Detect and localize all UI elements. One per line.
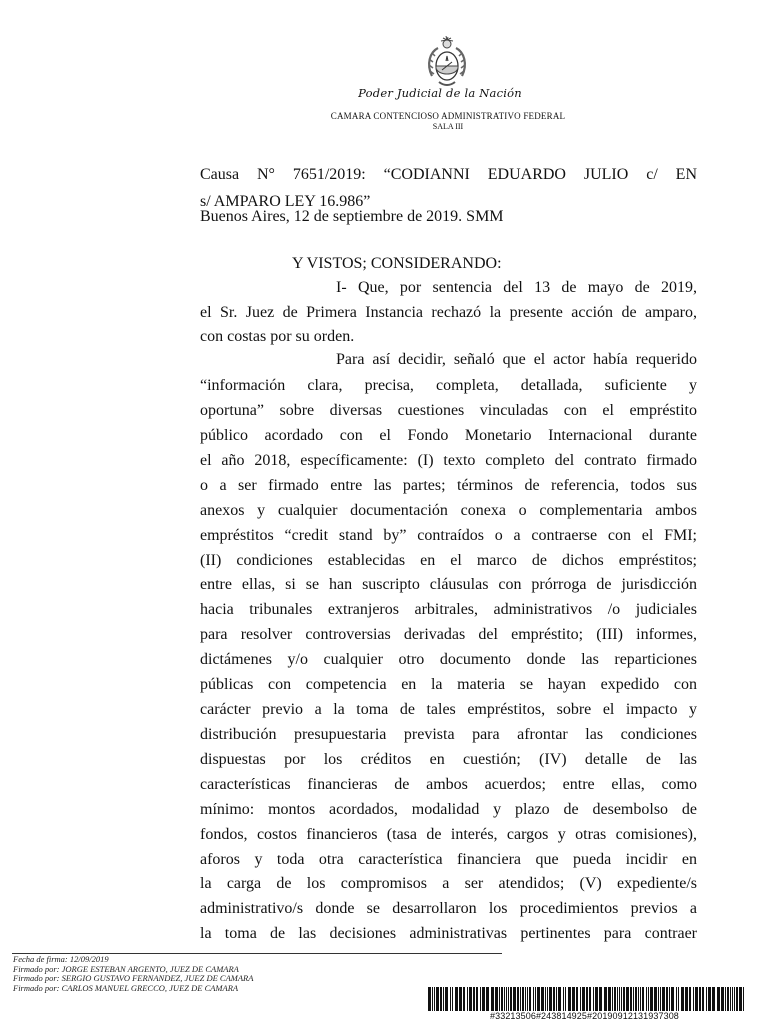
section-heading: Y VISTOS; CONSIDERANDO: — [292, 255, 502, 272]
barcode-bar — [695, 987, 698, 1011]
barcode-bar — [612, 987, 613, 1011]
barcode-bar — [640, 987, 641, 1011]
institution-name: Poder Judicial de la Nación — [358, 86, 522, 100]
barcode-bar — [476, 987, 478, 1011]
paragraph-line: Para así decidir, señaló que el actor había requerido — [336, 351, 697, 368]
paragraph-line: (II) condiciones establecidas en el marco de dichos empréstitos; — [200, 552, 697, 569]
barcode-bar — [443, 987, 444, 1011]
barcode-bar — [702, 987, 704, 1011]
paragraph-line: público acordado con el Fondo Monetario Internacional durante — [200, 427, 697, 444]
barcode-bar — [480, 987, 481, 1011]
barcode-bar — [650, 987, 653, 1011]
paragraph-line: el Sr. Juez de Primera Instancia rechazó la presente acción de amparo, — [200, 304, 697, 321]
barcode-bar — [491, 987, 494, 1011]
barcode-bar — [681, 987, 684, 1011]
barcode-bar — [463, 987, 465, 1011]
barcode-bar — [527, 987, 528, 1011]
barcode-bar — [604, 987, 607, 1011]
barcode-bar — [736, 987, 738, 1011]
paragraph-line: públicas con competencia en la materia se hayan expedido con — [200, 676, 697, 693]
barcode-bar — [553, 987, 555, 1011]
barcode-bar — [676, 987, 677, 1011]
barcode-bar — [467, 987, 468, 1011]
barcode-bar — [619, 987, 620, 1011]
barcode-bar — [635, 987, 637, 1011]
barcode-bar — [599, 987, 602, 1011]
barcode-bar — [525, 987, 526, 1011]
barcode-bar — [533, 987, 534, 1011]
paragraph-line: o a ser firmado entre las partes; términos de referencia, todos sus — [200, 477, 697, 494]
barcode-bar — [685, 987, 688, 1011]
barcode-bar — [558, 987, 561, 1011]
barcode-bar — [506, 987, 507, 1011]
signer-line: Firmado por: JORGE ESTEBAN ARGENTO, JUEZ DE CAMARA — [13, 963, 239, 974]
date-line: Buenos Aires, 12 de septiembre de 2019. SMM — [200, 208, 504, 225]
barcode-bar — [459, 987, 462, 1011]
barcode-bar — [517, 987, 519, 1011]
paragraph-line: la toma de las decisiones administrativas pertinentes para contraer — [200, 925, 697, 942]
barcode-bar — [734, 987, 735, 1011]
barcode-bar — [630, 987, 632, 1011]
barcode-bar — [608, 987, 611, 1011]
barcode-bar — [473, 987, 475, 1011]
barcode-bar — [617, 987, 618, 1011]
paragraph-line: administrativo/s donde se desarrollaron los procedimientos previos a — [200, 900, 697, 917]
barcode-bar — [743, 987, 744, 1011]
barcode-bar — [699, 987, 701, 1011]
barcode-bar — [508, 987, 509, 1011]
paragraph-line: mínimo: montos acordados, modalidad y plazo de desembolso de — [200, 801, 697, 818]
barcode-bar — [440, 987, 442, 1011]
barcode-bar — [580, 987, 581, 1011]
barcode-bar — [529, 987, 531, 1011]
barcode-bar — [654, 987, 657, 1011]
barcode-bar — [501, 987, 503, 1011]
barcode-bar — [595, 987, 598, 1011]
barcode-bar — [545, 987, 546, 1011]
barcode-bar — [434, 987, 435, 1011]
barcode-bar — [495, 987, 498, 1011]
case-caption-line: Causa N° 7651/2019: “CODIANNI EDUARDO JULIO c/ EN — [200, 166, 697, 183]
barcode-bar — [626, 987, 629, 1011]
barcode-bar — [563, 987, 564, 1011]
barcode-bar — [445, 987, 448, 1011]
barcode-bar — [614, 987, 616, 1011]
barcode-bar — [589, 987, 591, 1011]
barcode-bar — [436, 987, 439, 1011]
barcode-bar — [520, 987, 521, 1011]
barcode-bar — [739, 987, 742, 1011]
barcode-bar — [469, 987, 472, 1011]
barcode-bar — [660, 987, 661, 1011]
barcode-bar — [633, 987, 634, 1011]
coat-of-arms-icon — [424, 36, 470, 92]
barcode-bar — [732, 987, 733, 1011]
paragraph-line: empréstitos “credit stand by” contraídos o a contraerse con el FMI; — [200, 527, 697, 544]
barcode-bar — [535, 987, 536, 1011]
barcode-bar — [576, 987, 578, 1011]
barcode-bar — [621, 987, 622, 1011]
paragraph-line: con costas por su orden. — [200, 328, 355, 345]
signature-date: Fecha de firma: 12/09/2019 — [13, 954, 109, 964]
signature-block — [13, 955, 253, 993]
barcode-bar — [669, 987, 670, 1011]
barcode-bar — [582, 987, 585, 1011]
barcode-image — [428, 987, 744, 1011]
paragraph-line: aforos y toda otra característica financiera que pueda incidir en — [200, 851, 697, 868]
paragraph-line: oportuna” sobre diversas cuestiones vinculadas con el empréstito — [200, 402, 697, 419]
barcode-bar — [572, 987, 575, 1011]
barcode-bar — [623, 987, 625, 1011]
barcode-bar — [499, 987, 500, 1011]
case-caption-line: s/ AMPARO LEY 16.986” — [200, 193, 371, 210]
paragraph-line: la carga de los compromisos a ser atendidos; (V) expediente/s — [200, 875, 697, 892]
barcode-bar — [693, 987, 694, 1011]
barcode-bar — [547, 987, 548, 1011]
barcode-bar — [452, 987, 453, 1011]
barcode-bar — [513, 987, 516, 1011]
paragraph-line: características financieras de ambos acuerdos; entre ellas, como — [200, 776, 697, 793]
paragraph-line: I- Que, por sentencia del 13 de mayo de 2019, — [336, 279, 697, 296]
barcode-bar — [428, 987, 431, 1011]
barcode-bar — [593, 987, 594, 1011]
signer-line: Firmado por: CARLOS MANUEL GRECCO, JUEZ DE CAMARA — [13, 982, 239, 993]
barcode-bar — [482, 987, 485, 1011]
barcode-bar — [648, 987, 649, 1011]
paragraph-line: fondos, costos financieros (tasa de interés, cargos y otras comisiones), — [200, 826, 697, 843]
barcode-bar — [432, 987, 433, 1011]
barcode-bar — [678, 987, 679, 1011]
barcode-bar — [510, 987, 512, 1011]
barcode-bar — [565, 987, 566, 1011]
barcode-bar — [642, 987, 644, 1011]
paragraph-line: para resolver controversias derivadas del empréstito; (III) informes, — [200, 626, 697, 643]
barcode-bar — [658, 987, 659, 1011]
barcode-bar — [708, 987, 711, 1011]
paragraph-line: el año 2018, específicamente: (I) texto completo del contrato firmado — [200, 452, 697, 469]
barcode-bar — [712, 987, 715, 1011]
barcode-bar — [721, 987, 724, 1011]
barcode-bar — [541, 987, 544, 1011]
barcode-bar — [666, 987, 668, 1011]
barcode-bar — [717, 987, 720, 1011]
barcode-bar — [504, 987, 505, 1011]
barcode-bar — [671, 987, 674, 1011]
paragraph-line: entre ellas, si se han suscripto cláusulas con prórroga de jurisdicción — [200, 576, 697, 593]
barcode-bar — [586, 987, 588, 1011]
paragraph-line: “información clara, precisa, completa, detallada, suficiente y — [200, 377, 697, 394]
barcode-bar — [725, 987, 726, 1011]
court-name: CAMARA CONTENCIOSO ADMINISTRATIVO FEDERAL — [330, 111, 566, 121]
barcode-bar — [662, 987, 665, 1011]
barcode-bar — [486, 987, 489, 1011]
barcode-bar — [727, 987, 729, 1011]
barcode-bar — [450, 987, 451, 1011]
signer-line: Firmado por: SERGIO GUSTAVO FERNANDEZ, JUEZ DE CAMARA — [13, 973, 254, 984]
barcode-bar — [549, 987, 552, 1011]
paragraph-line: anexos y cualquier documentación conexa o complementaria ambos — [200, 502, 697, 519]
barcode-number: #33213506#243814925#20190912131937308 — [490, 1011, 679, 1021]
barcode-bar — [706, 987, 707, 1011]
barcode-bar — [730, 987, 731, 1011]
barcode-bar — [455, 987, 458, 1011]
paragraph-line: distribución presupuestaria prevista para afrontar las condiciones — [200, 726, 697, 743]
paragraph-line: hacia tribunales extranjeros arbitrales, administrativos /o judiciales — [200, 601, 697, 618]
paragraph-line: carácter previo a la toma de tales empréstitos, sobre el impacto y — [200, 701, 697, 718]
barcode-bar — [646, 987, 647, 1011]
barcode-bar — [522, 987, 524, 1011]
barcode-bar — [638, 987, 639, 1011]
court-sala: SALA III — [432, 122, 464, 131]
barcode-bar — [568, 987, 571, 1011]
barcode-bar — [556, 987, 557, 1011]
barcode-bar — [689, 987, 691, 1011]
barcode-bar — [537, 987, 540, 1011]
paragraph-line: dictámenes y/o cualquier otro documento donde las reparticiones — [200, 651, 697, 668]
paragraph-line: dispuestas por los créditos en cuestión; (IV) detalle de las — [200, 751, 697, 768]
